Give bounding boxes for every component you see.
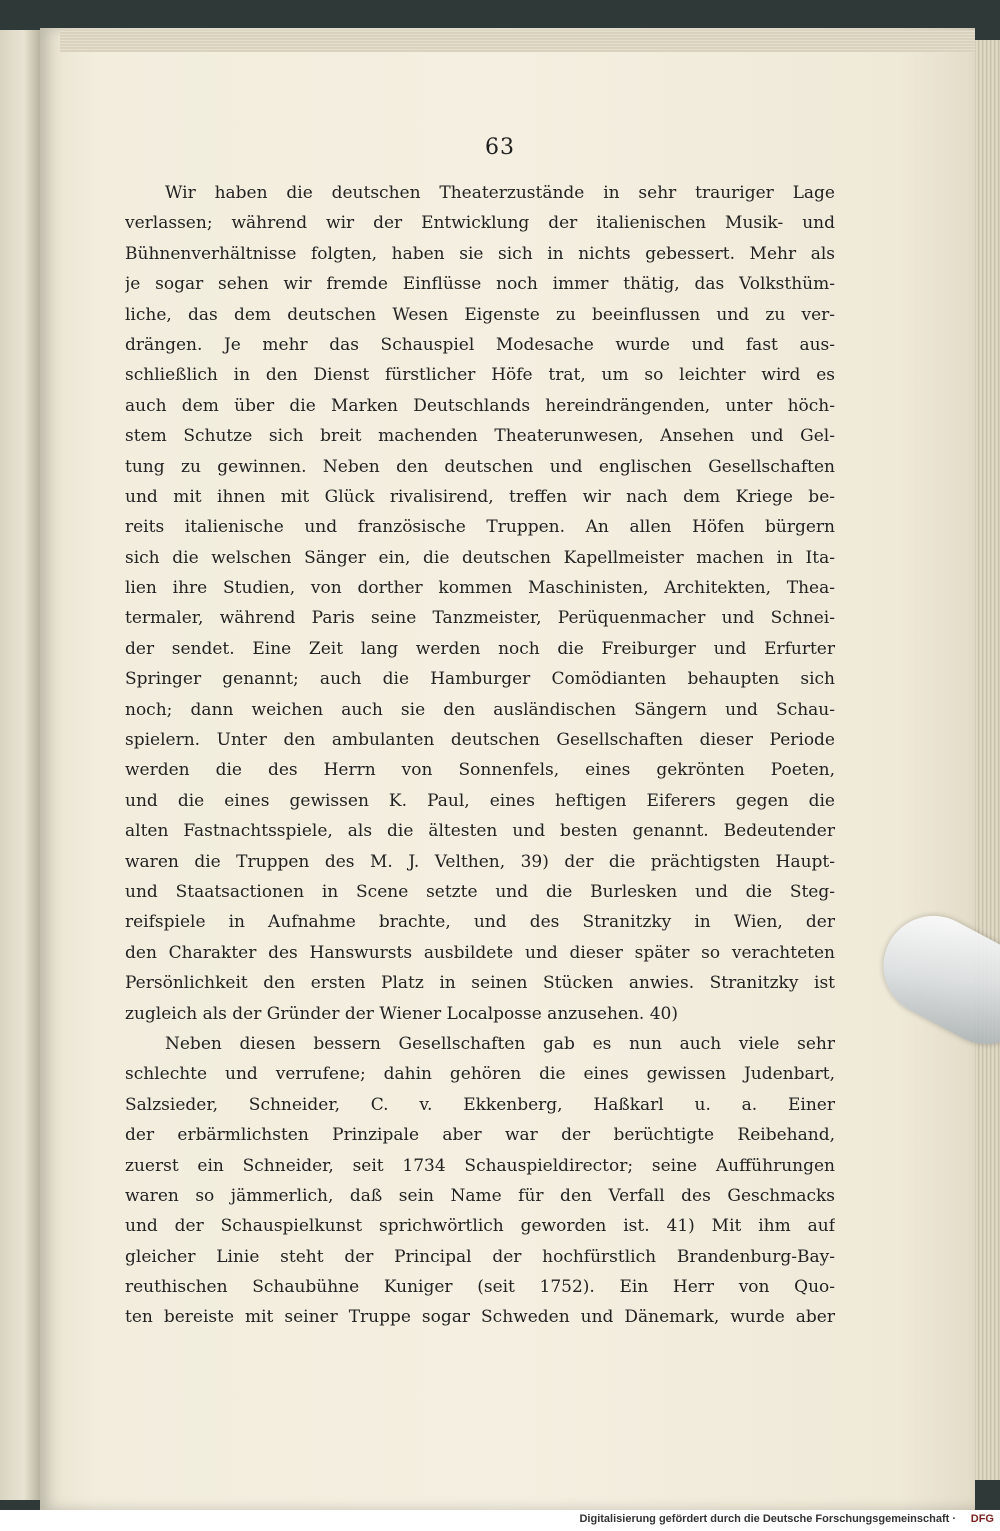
text-line: Springer genannt; auch die Hamburger Comödianten behaupten sich	[125, 669, 835, 690]
text-line: noch; dann weichen auch sie den ausländischen Sängern und Schau-	[125, 699, 835, 720]
text-line: waren so jämmerlich, daß sein Name für den Verfall des Geschmacks	[125, 1185, 835, 1206]
text-line: lien ihre Studien, von dorther kommen Maschinisten, Architekten, Thea-	[125, 578, 835, 599]
text-line: Bühnenverhältnisse folgten, haben sie sich in nichts gebessert. Mehr als	[125, 243, 835, 264]
text-line: Neben diesen bessern Gesellschaften gab es nun auch viele sehr	[165, 1033, 835, 1054]
text-line: und die eines gewissen K. Paul, eines heftigen Eiferers gegen die	[125, 790, 835, 811]
footer	[0, 1510, 1000, 1531]
text-line: je sogar sehen wir fremde Einflüsse noch immer thätig, das Volksthüm-	[125, 274, 835, 295]
text-line: stem Schutze sich breit machenden Theaterunwesen, Ansehen und Gel-	[125, 426, 835, 447]
text-line: Persönlichkeit den ersten Platz in seinen Stücken anwies. Stranitzky ist	[125, 973, 835, 994]
text-line: werden die des Herrn von Sonnenfels, eines gekrönten Poeten,	[125, 760, 835, 781]
text-line: und mit ihnen mit Glück rivalisirend, treffen wir nach dem Kriege be-	[125, 486, 835, 507]
text-block	[125, 178, 835, 1333]
text-line: reits italienische und französische Truppen. An allen Höfen bürgern	[125, 517, 835, 538]
text-line: reifspiele in Aufnahme brachte, und des Stranitzky in Wien, der	[125, 912, 835, 933]
book-left-edge	[0, 30, 40, 1500]
text-line: spielern. Unter den ambulanten deutschen Gesellschaften dieser Periode	[125, 730, 835, 751]
text-line: schließlich in den Dienst fürstlicher Höfe trat, um so leichter wird es	[125, 365, 835, 386]
text-line: liche, das dem deutschen Wesen Eigenste zu beeinflussen und zu ver-	[125, 304, 835, 325]
text-line: und der Schauspielkunst sprichwörtlich geworden ist. 41) Mit ihm auf	[125, 1216, 835, 1237]
top-page-edges	[60, 30, 975, 52]
text-line: der sendet. Eine Zeit lang werden noch die Freiburger und Erfurter	[125, 638, 835, 659]
text-line: den Charakter des Hanswursts ausbildete und dieser später so verachteten	[125, 942, 835, 963]
text-line: Wir haben die deutschen Theaterzustände in sehr trauriger Lage	[165, 183, 835, 203]
text-line: verlassen; während wir der Entwicklung der italienischen Musik- und	[125, 213, 835, 234]
text-line: waren die Truppen des M. J. Velthen, 39) der die prächtigsten Haupt-	[125, 851, 835, 872]
text-line: reuthischen Schaubühne Kuniger (seit 1752). Ein Herr von Quo-	[125, 1277, 835, 1298]
text-line: termaler, während Paris seine Tanzmeister, Perüquenmacher und Schnei-	[125, 608, 835, 629]
text-line: ten bereiste mit seiner Truppe sogar Schweden und Dänemark, wurde aber	[125, 1307, 835, 1328]
text-line: tung zu gewinnen. Neben den deutschen und englischen Gesellschaften	[125, 456, 835, 477]
page-edges	[975, 40, 1000, 1480]
text-line: sich die welschen Sänger ein, die deutschen Kapellmeister machen in Ita-	[125, 547, 835, 568]
text-line: auch dem über die Marken Deutschlands hereindrängenden, unter höch-	[125, 395, 835, 416]
text-line: Salzsieder, Schneider, C. v. Ekkenberg, Haßkarl u. a. Einer	[125, 1094, 835, 1115]
text-line: alten Fastnachtsspiele, als die ältesten und besten genannt. Bedeutender	[125, 821, 835, 842]
text-line: schlechte und verrufene; dahin gehören die eines gewissen Judenbart,	[125, 1064, 835, 1085]
text-line: drängen. Je mehr das Schauspiel Modesache wurde und fast aus-	[125, 334, 835, 355]
text-line: zuerst ein Schneider, seit 1734 Schauspieldirector; seine Aufführungen	[125, 1155, 835, 1176]
text-line: zugleich als der Gründer der Wiener Localposse anzusehen. 40)	[125, 1003, 678, 1024]
page-number: 63	[485, 135, 515, 160]
dfg-logo: DFG	[970, 1513, 994, 1525]
text-line: gleicher Linie steht der Principal der hochfürstlich Brandenburg-Bay-	[125, 1246, 835, 1267]
text-line: der erbärmlichsten Prinzipale aber war der berüchtigte Reibehand,	[125, 1125, 835, 1146]
footer-credit: Digitalisierung gefördert durch die Deutsche Forschungsgemeinschaft ·	[579, 1513, 956, 1525]
text-line: und Staatsactionen in Scene setzte und die Burlesken und die Steg-	[125, 881, 835, 902]
paragraph-container	[125, 178, 835, 1333]
